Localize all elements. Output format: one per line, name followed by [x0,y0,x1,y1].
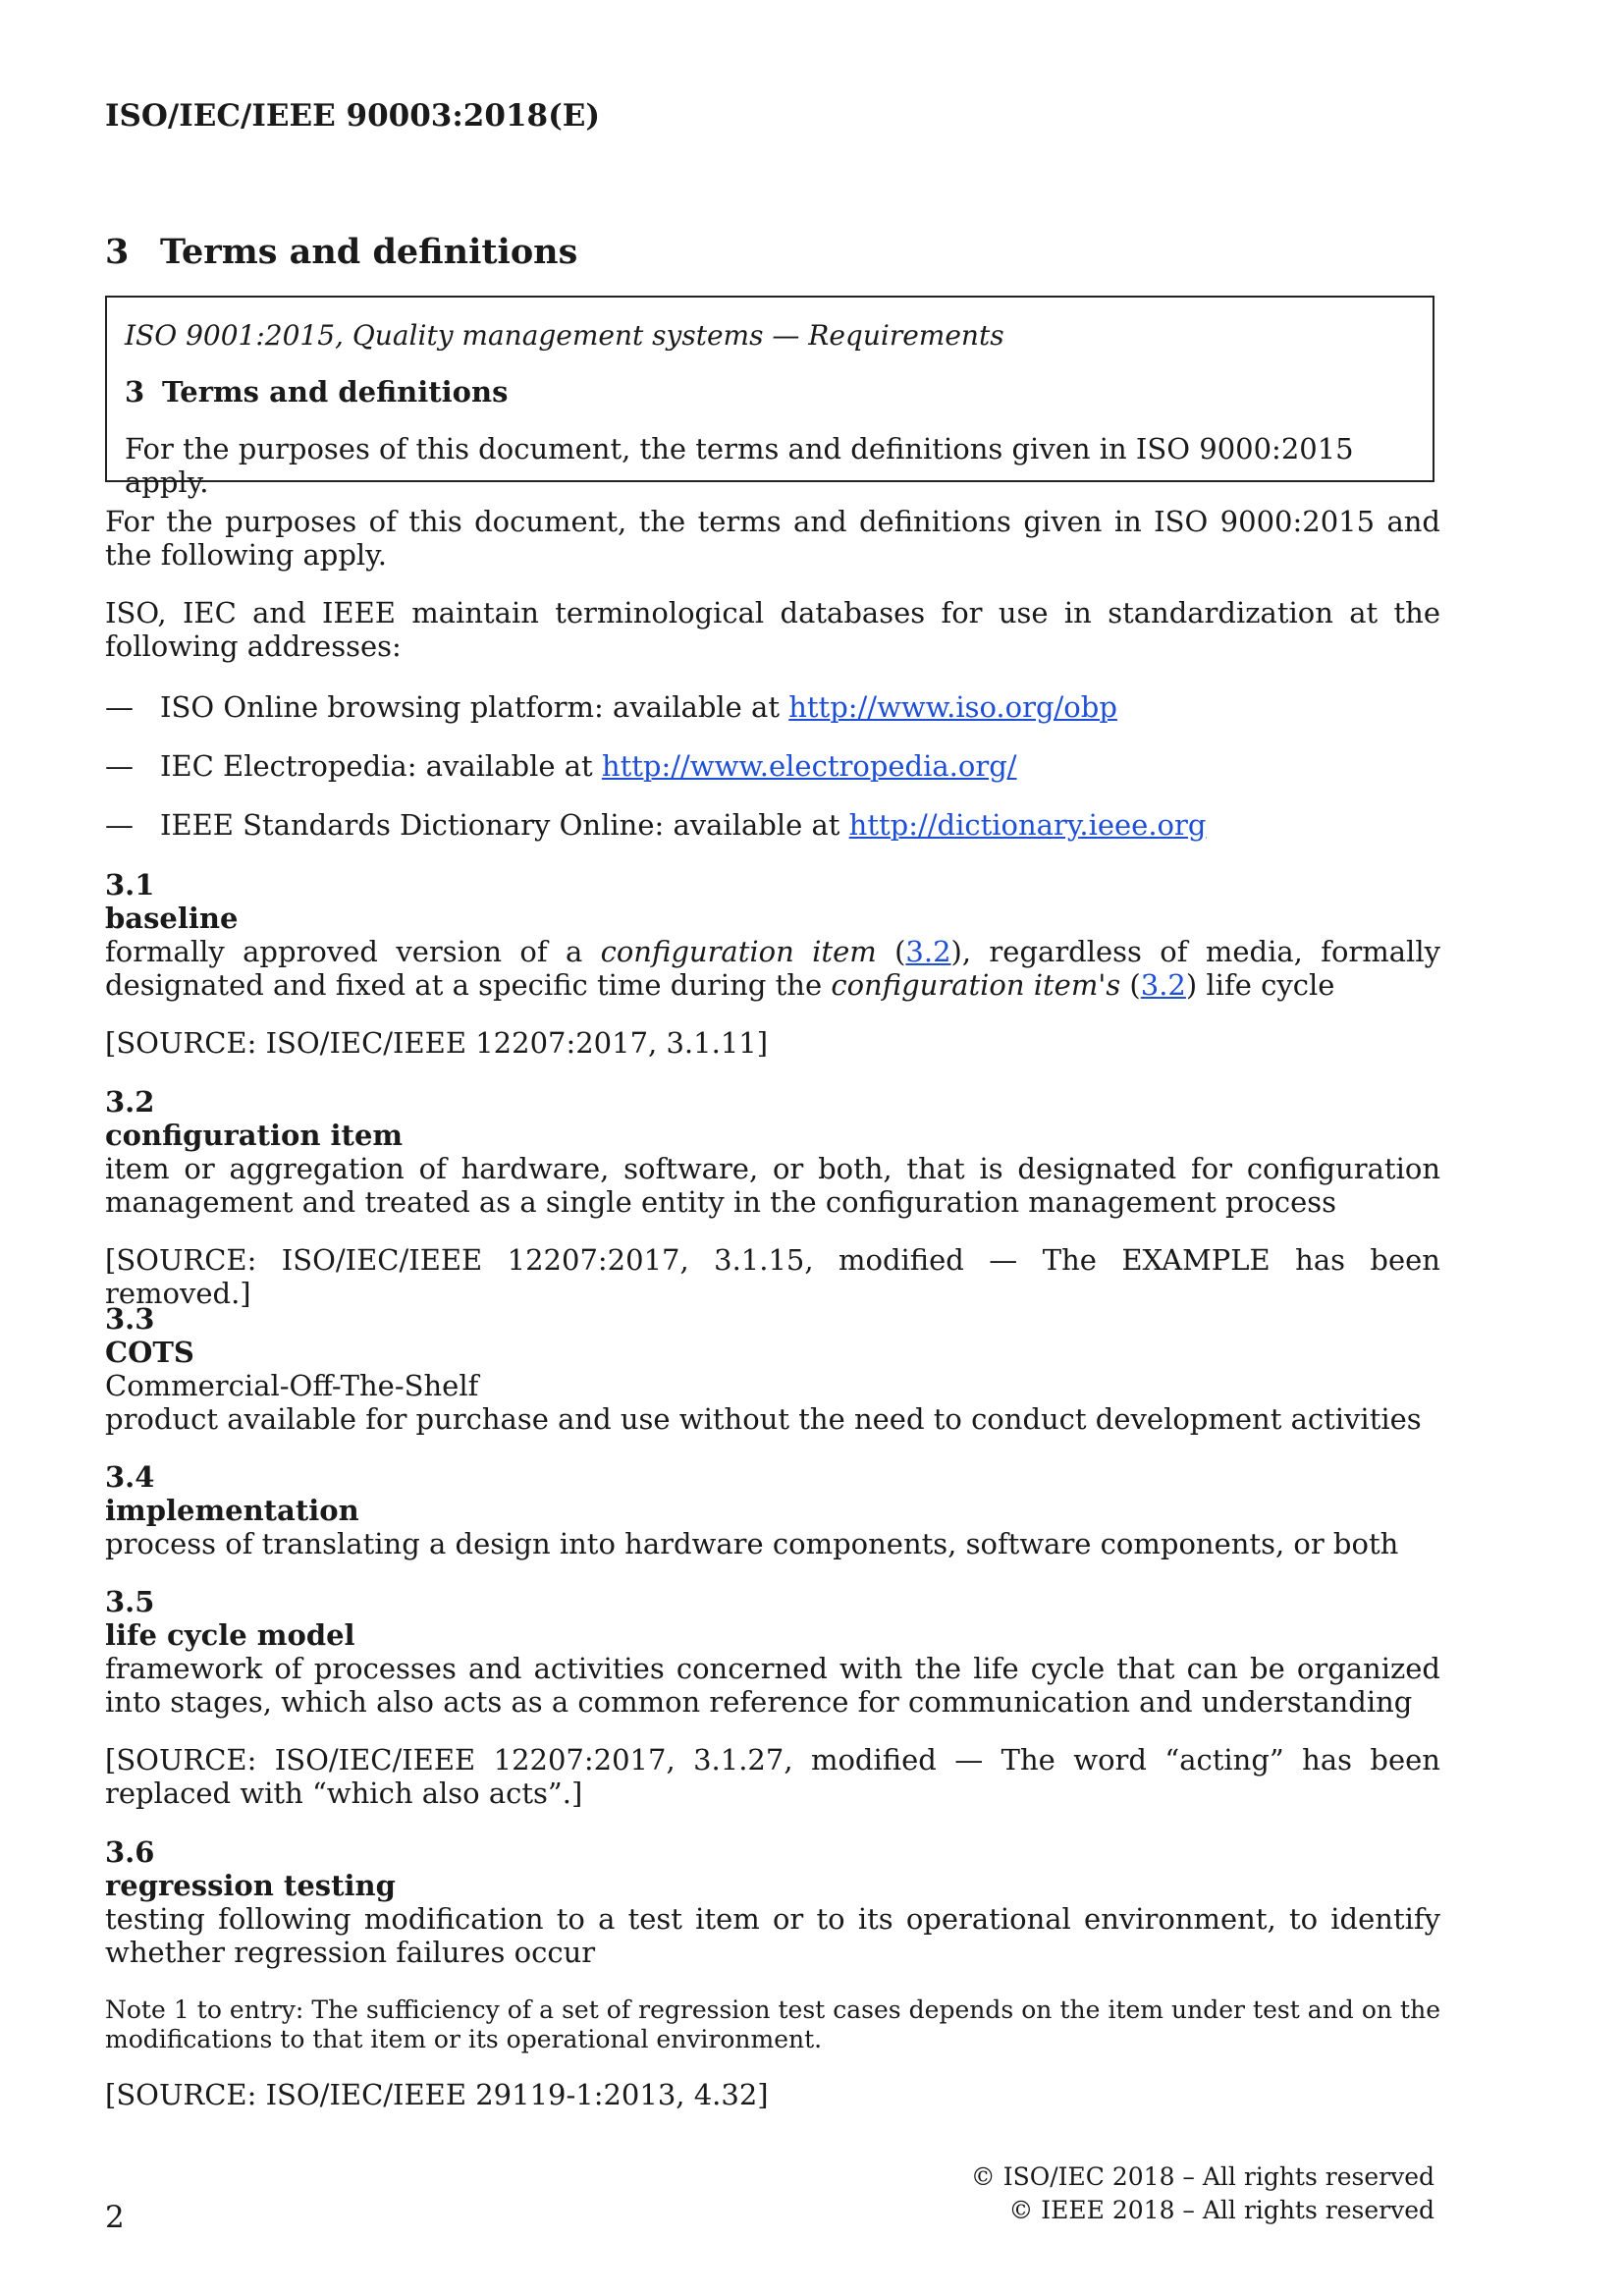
clause-number: 3 [105,232,130,272]
copyright-iso-iec: © ISO/IEC 2018 – All rights reserved [970,2162,1434,2191]
term-source: [SOURCE: ISO/IEC/IEEE 12207:2017, 3.1.11] [105,1026,769,1060]
list-item [105,690,1117,724]
copyright-notice [971,2160,1434,2227]
term-entry-cots [105,1302,1440,1436]
note-to-entry: Note 1 to entry: The sufficiency of a set of regression test cases depends on the item under test and on the modifications to that item or its operational environment. [105,1995,1440,2053]
definition-text: formally approved version of a [105,935,601,968]
list-item-text: ISO Online browsing platform: available at [160,690,789,724]
iso-obp-link[interactable]: http://www.iso.org/obp [788,690,1117,724]
term-number: 3.4 [105,1460,155,1494]
intro-paragraph-1: For the purposes of this document, the terms and definitions given in ISO 9000:2015 and the following apply. [105,505,1440,572]
quote-heading [125,375,1415,409]
term-name: regression testing [105,1869,396,1902]
term-entry-baseline [105,868,1440,1002]
list-dash: — [105,690,134,724]
list-item [105,808,1206,842]
quote-text: For the purposes of this document, the terms and definitions given in ISO 9000:2015 apply. [125,432,1354,499]
copyright-ieee: © IEEE 2018 – All rights reserved [1008,2196,1434,2224]
definition-italic: configuration item's [831,968,1121,1002]
definition-text: ( [1120,968,1141,1002]
term-definition: framework of processes and activities concerned with the life cycle that can be organized into stages, which also acts as a common reference for communication and understanding [105,1652,1440,1719]
list-item-text: IEEE Standards Dictionary Online: available at [160,808,849,842]
quote-heading-number: 3 [125,375,145,409]
term-definition: product available for purchase and use without the need to conduct development activities [105,1402,1422,1436]
intro-paragraph-2: ISO, IEC and IEEE maintain terminological databases for use in standardization at the following addresses: [105,596,1440,663]
definition-text: ) life cycle [1185,968,1335,1002]
quoted-text-box [105,296,1434,499]
list-dash: — [105,749,134,783]
clause-heading [105,232,577,272]
term-name: life cycle model [105,1618,355,1652]
list-item [105,749,1017,783]
term-number: 3.3 [105,1302,155,1336]
term-source: [SOURCE: ISO/IEC/IEEE 12207:2017, 3.1.27, modified — The word “acting” has been replaced with “which also acts”.] [105,1743,1440,1810]
term-source: [SOURCE: ISO/IEC/IEEE 12207:2017, 3.1.15, modified — The EXAMPLE has been removed.] [105,1243,1440,1310]
list-item-text: IEC Electropedia: available at [160,749,602,783]
electropedia-link[interactable]: http://www.electropedia.org/ [601,749,1017,783]
page-number: 2 [105,2200,125,2235]
term-name: COTS [105,1336,194,1369]
term-alternative: Commercial-Off-The-Shelf [105,1369,479,1402]
term-name: configuration item [105,1119,404,1152]
term-number: 3.2 [105,1085,155,1119]
term-number: 3.5 [105,1585,155,1618]
term-definition [105,935,1440,1002]
term-number: 3.1 [105,868,155,902]
term-entry-life-cycle-model [105,1585,1440,1719]
list-dash: — [105,808,134,842]
term-name: baseline [105,902,239,935]
cross-reference-link[interactable]: 3.2 [1140,968,1186,1002]
term-definition: item or aggregation of hardware, software, or both, that is designated for configuration management and treated as a single entity in the configuration management process [105,1152,1440,1219]
quote-heading-title: Terms and definitions [162,375,509,409]
definition-text: ( [876,935,906,968]
quote-source: ISO 9001:2015, Quality management systems — Requirements [125,319,1004,352]
term-source: [SOURCE: ISO/IEC/IEEE 29119-1:2013, 4.32] [105,2078,769,2111]
term-number: 3.6 [105,1835,155,1869]
definition-italic: configuration item [600,935,877,968]
term-definition: process of translating a design into hardware components, software components, or both [105,1527,1399,1560]
term-entry-implementation [105,1460,1440,1560]
term-entry-regression-testing [105,1835,1440,1969]
term-definition: testing following modification to a test item or to its operational environment, to identify whether regression failures occur [105,1902,1440,1969]
definition-text: ), regardless of media, formally designated and fixed at a specific time during the [105,935,1440,1002]
cross-reference-link[interactable]: 3.2 [905,935,951,968]
document-identifier: ISO/IEC/IEEE 90003:2018(E) [105,98,601,134]
clause-title: Terms and definitions [160,232,578,272]
term-entry-configuration-item [105,1085,1440,1219]
term-name: implementation [105,1494,359,1527]
ieee-dictionary-link[interactable]: http://dictionary.ieee.org [848,808,1207,842]
